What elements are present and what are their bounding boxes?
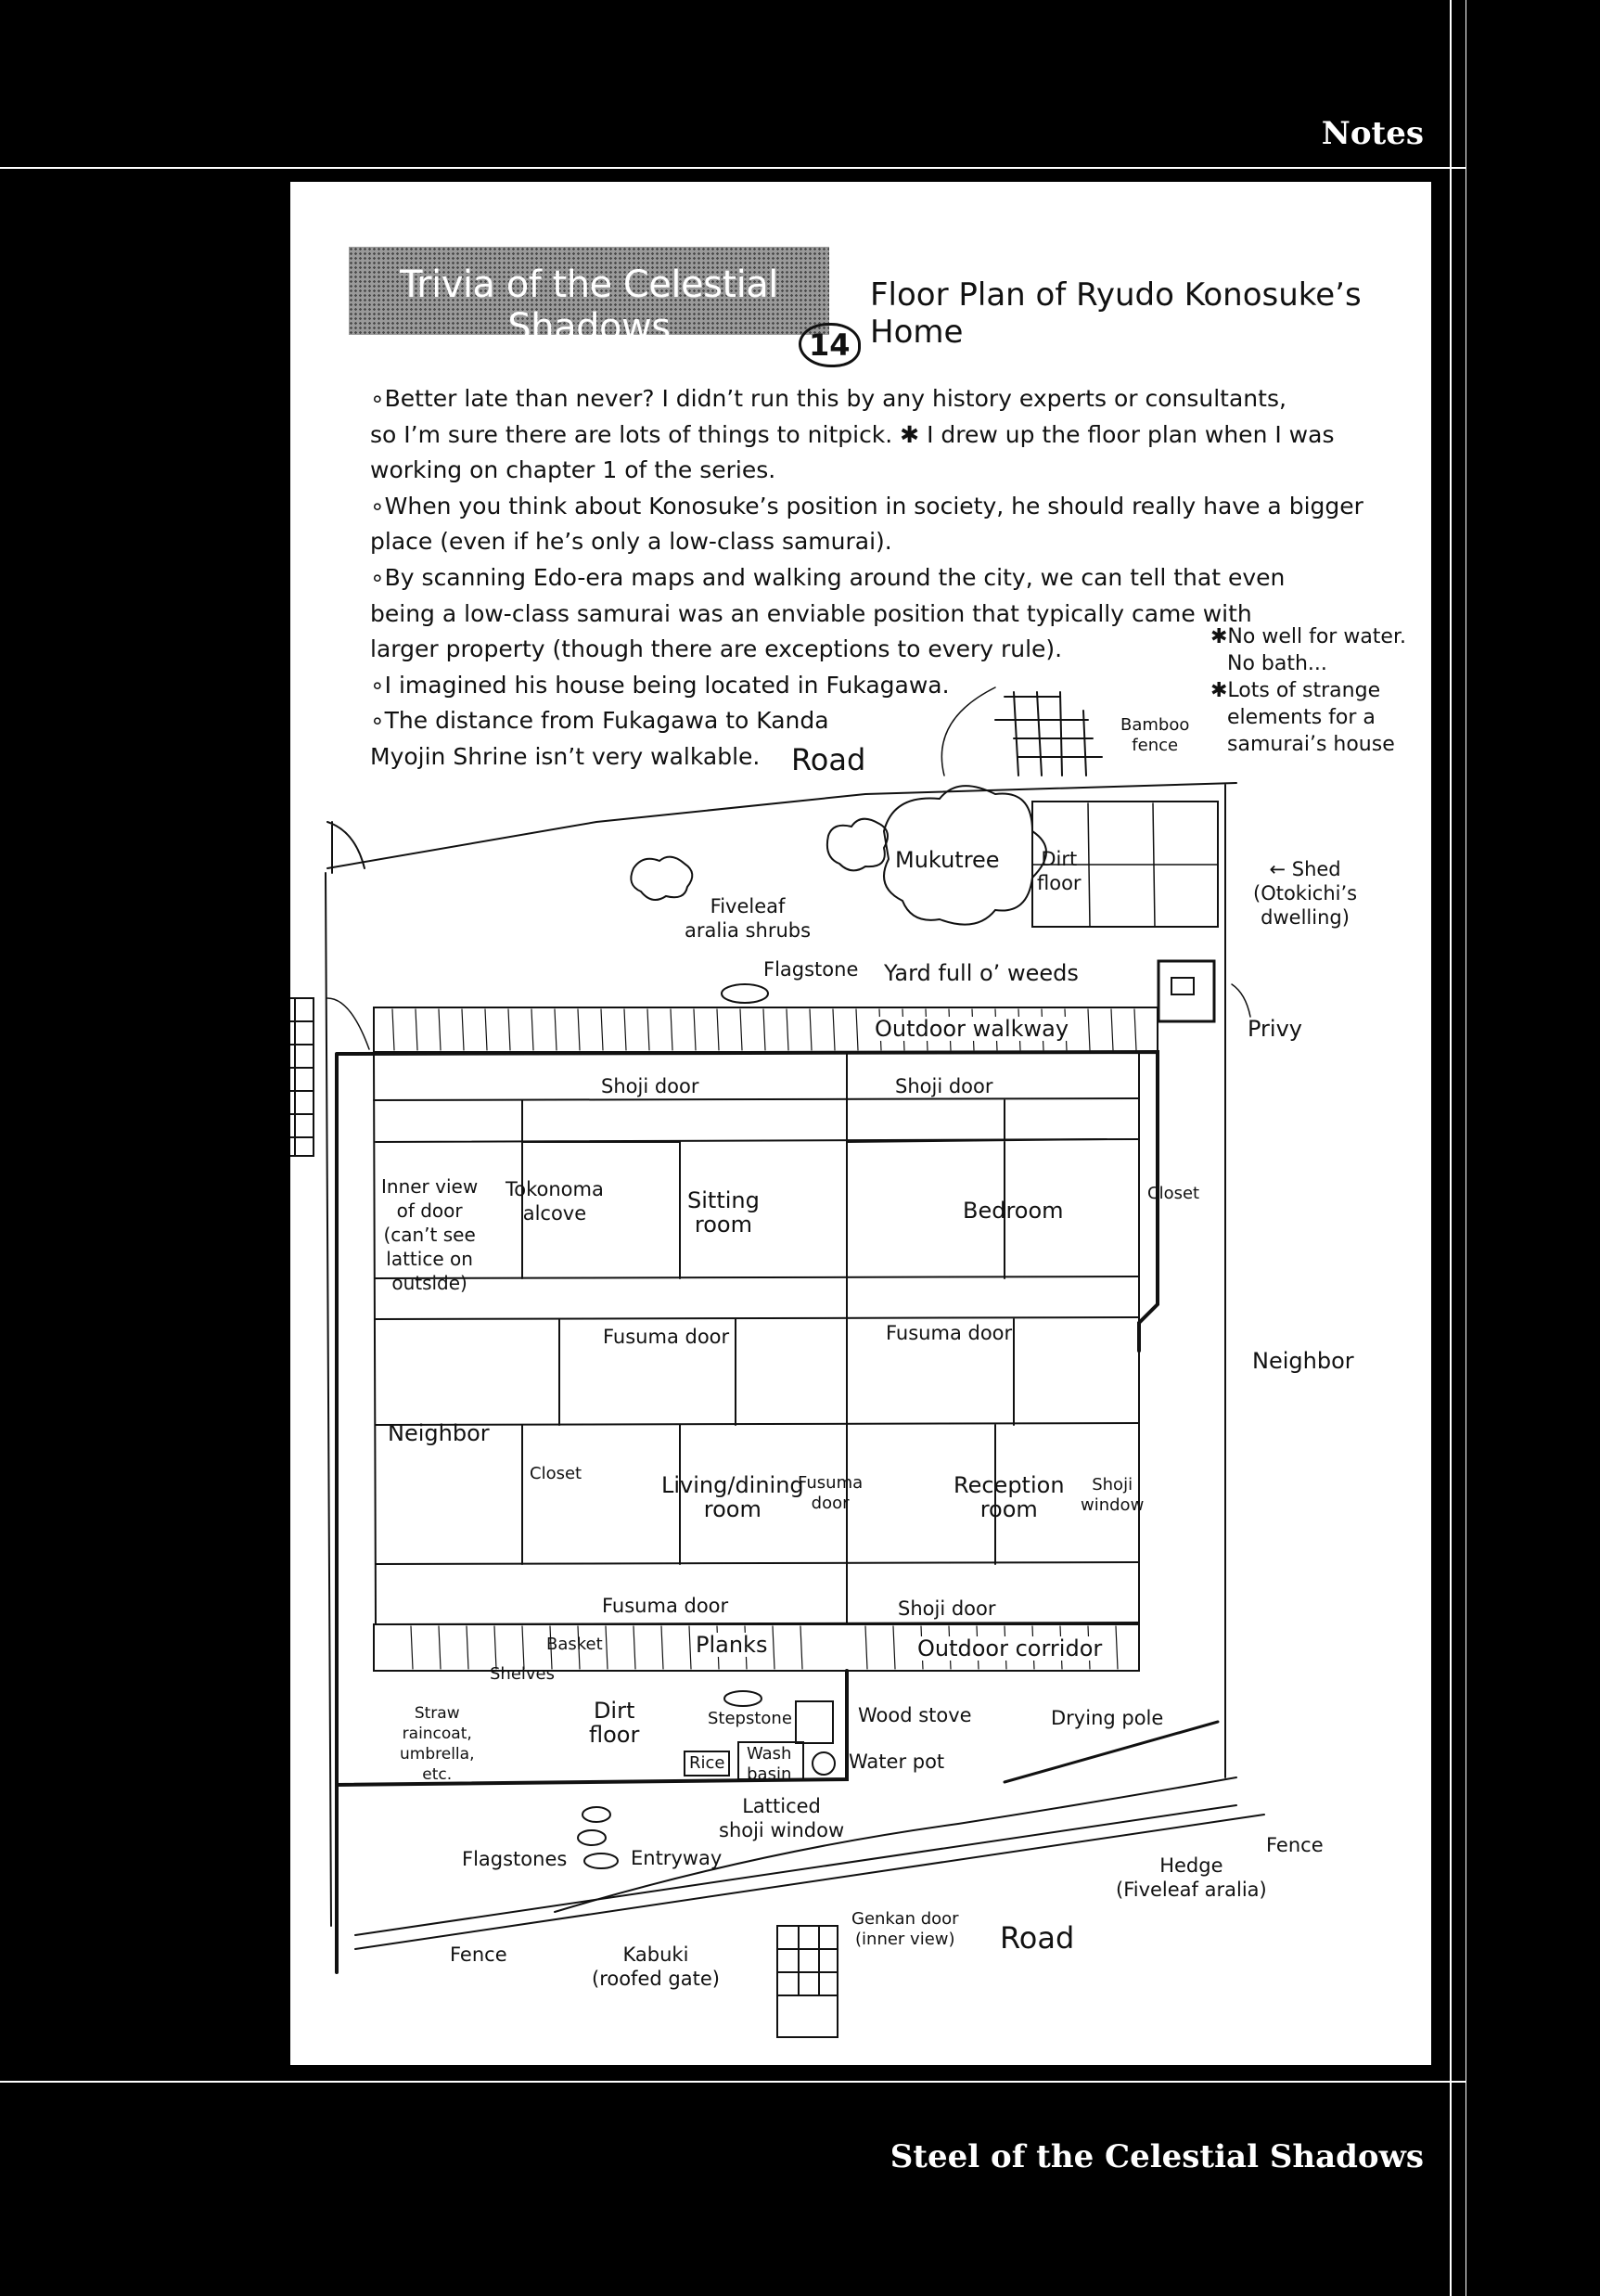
label-line: (can’t see (383, 1224, 476, 1246)
label-line: umbrella, (400, 1745, 475, 1764)
label-line: Bamboo (1120, 715, 1190, 735)
dirt-floor-label (589, 1699, 639, 1747)
shed-dirt-floor-label (1037, 847, 1082, 895)
flagstone-label: Flagstone (763, 958, 859, 981)
reception-room-label (954, 1473, 1065, 1521)
genkan-door-label (851, 1909, 959, 1950)
note-line: Myojin Shrine isn’t very walkable. (370, 742, 761, 770)
label-line: alcove (522, 1202, 587, 1225)
fusuma-door-label: Fusuma door (603, 1326, 730, 1348)
label-line: Reception (954, 1472, 1065, 1498)
note-line: place (even if he’s only a low-class samurai). (370, 528, 892, 556)
note-line: ∘I imagined his house being located in Fukagawa. (370, 671, 950, 699)
side-note-line: ✱Lots of strange (1210, 679, 1381, 702)
page-header: Notes (1321, 115, 1424, 152)
label-line: ← Shed (1269, 858, 1341, 880)
label-line: raincoat, (402, 1725, 472, 1743)
fence-label-left: Fence (450, 1943, 507, 1966)
label-line: Fusuma (798, 1473, 864, 1493)
label-line: shoji window (719, 1819, 845, 1841)
note-line: ∘By scanning Edo-era maps and walking around the city, we can tell that even (370, 563, 1286, 591)
label-line: room (703, 1496, 762, 1522)
label-line: door (811, 1494, 850, 1513)
yard-label: Yard full o’ weeds (884, 960, 1079, 986)
road-label-bottom: Road (1000, 1920, 1075, 1956)
note-line: working on chapter 1 of the series. (370, 456, 776, 484)
fiveleaf-shrubs-label (685, 894, 811, 943)
label-line: Inner view (381, 1175, 479, 1198)
issue-number: 14 (799, 323, 861, 367)
fusuma-door-label: Fusuma door (602, 1595, 729, 1617)
shrub-drawing (827, 819, 888, 871)
header-rule (0, 167, 1466, 169)
label-line: Shoji (1092, 1475, 1133, 1494)
label-line: of door (396, 1199, 463, 1222)
side-note-line: No bath... (1227, 652, 1327, 675)
shelves-label: Shelves (490, 1664, 556, 1684)
bedroom-label: Bedroom (963, 1198, 1064, 1224)
label-line: (Otokichi’s (1253, 882, 1358, 904)
label-line: lattice on (386, 1248, 473, 1270)
outdoor-corridor-label: Outdoor corridor (917, 1635, 1103, 1661)
closet-label-left: Closet (530, 1464, 582, 1483)
road-label-top: Road (791, 742, 866, 777)
label-line: Dirt (1041, 848, 1078, 870)
page-footer: Steel of the Celestial Shadows (890, 2138, 1424, 2175)
closet-label-right: Closet (1147, 1184, 1200, 1203)
label-line: outside) (391, 1272, 467, 1294)
label-line: room (694, 1212, 752, 1238)
note-line: ∘When you think about Konosuke’s position in society, he should really have a bigger (370, 492, 1363, 519)
shoji-window-label (1081, 1475, 1144, 1516)
flagstone-drawing (722, 984, 768, 1003)
neighbor-label-left: Neighbor (388, 1420, 490, 1446)
label-line: Fiveleaf (710, 895, 786, 917)
label-line: dwelling) (1261, 906, 1350, 929)
shrub-drawing (631, 857, 692, 900)
fence-label-right: Fence (1266, 1834, 1324, 1856)
note-line: so I’m sure there are lots of things to nitpick. ✱ I drew up the floor plan when I was (370, 420, 1335, 448)
right-rule (1450, 0, 1452, 2296)
label-line: Tokonoma (506, 1178, 604, 1200)
label-line: Genkan door (851, 1909, 959, 1929)
living-dining-room-label (661, 1473, 804, 1521)
privy-label: Privy (1248, 1016, 1302, 1042)
label-line: fence (1132, 736, 1179, 755)
drying-pole-label: Drying pole (1051, 1707, 1164, 1729)
notes-panel (290, 182, 1431, 2065)
water-pot-label: Water pot (849, 1751, 945, 1773)
label-line: Straw (414, 1704, 460, 1723)
banner-subtitle: Floor Plan of Ryudo Konosuke’s Home (870, 276, 1362, 351)
note-line: ∘The distance from Fukagawa to Kanda (370, 707, 829, 735)
side-note-line: ✱No well for water. (1210, 625, 1406, 648)
shoji-door-label: Shoji door (895, 1075, 993, 1097)
label-line: Wash (747, 1744, 792, 1764)
sitting-room-label (687, 1188, 760, 1237)
rice-label: Rice (689, 1753, 725, 1773)
flagstones-label: Flagstones (462, 1848, 568, 1870)
label-line: floor (1037, 872, 1082, 894)
straw-raincoat-label (400, 1703, 474, 1785)
inner-view-door-label (381, 1174, 478, 1295)
label-line: Kabuki (622, 1943, 689, 1966)
outdoor-walkway-label: Outdoor walkway (875, 1016, 1069, 1042)
label-line: window (1081, 1495, 1145, 1515)
label-line: etc. (422, 1765, 453, 1784)
genkan-door-drawing (777, 1926, 838, 2037)
basket-label: Basket (546, 1635, 603, 1654)
kabuki-gate-label (592, 1943, 720, 1991)
label-line: (Fiveleaf aralia) (1116, 1879, 1267, 1901)
shoji-door-label: Shoji door (898, 1597, 996, 1620)
note-line: ∘Better late than never? I didn’t run this by any history experts or consultants, (370, 385, 1286, 412)
stepstone-label: Stepstone (708, 1709, 792, 1728)
drying-pole (1005, 1722, 1218, 1782)
inner-view-door-drawing (290, 998, 314, 1156)
label-line: Living/dining (661, 1472, 804, 1498)
label-line: room (979, 1496, 1038, 1522)
bamboo-fence-label (1120, 715, 1189, 756)
privy-outline (1158, 961, 1214, 1021)
label-line: Sitting (687, 1187, 760, 1213)
fusuma-door-label: Fusuma door (886, 1322, 1013, 1344)
entryway-label: Entryway (631, 1847, 723, 1869)
label-line: Hedge (1159, 1854, 1223, 1877)
wood-stove-label: Wood stove (858, 1704, 972, 1726)
label-line: floor (589, 1722, 640, 1748)
latticed-window-label (719, 1794, 844, 1842)
wash-basin-label (747, 1744, 791, 1785)
label-line: basin (747, 1764, 792, 1784)
label-line: (roofed gate) (592, 1968, 720, 1990)
label-line: (inner view) (855, 1930, 955, 1949)
shoji-door-label: Shoji door (601, 1075, 699, 1097)
banner-title: Trivia of the Celestial Shadows (400, 263, 778, 349)
neighbor-label-right: Neighbor (1252, 1348, 1354, 1374)
shed-label (1253, 857, 1357, 930)
bamboo-fence-drawing (995, 692, 1102, 776)
label-line: aralia shrubs (685, 919, 812, 942)
mukutree-label: Mukutree (895, 847, 1000, 873)
tokonoma-label (506, 1177, 604, 1225)
planks-label: Planks (696, 1632, 768, 1658)
note-line: being a low-class samurai was an enviable position that typically came with (370, 599, 1252, 627)
hedge-label (1116, 1853, 1267, 1902)
note-line: larger property (though there are exceptions to every rule). (370, 635, 1063, 663)
fusuma-door-small-label (798, 1473, 863, 1514)
label-line: Latticed (742, 1795, 821, 1817)
label-line: Dirt (593, 1698, 635, 1724)
side-note-line: samurai’s house (1227, 733, 1395, 756)
side-note-line: elements for a (1227, 706, 1376, 729)
footer-rule (0, 2081, 1466, 2083)
